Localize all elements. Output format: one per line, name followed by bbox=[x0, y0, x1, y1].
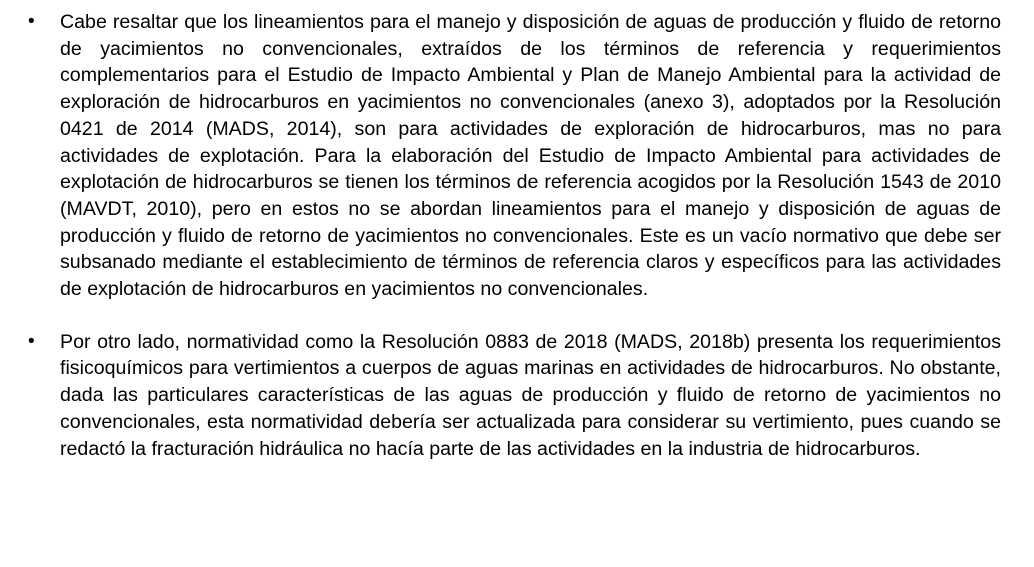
bullet-list bbox=[0, 9, 1034, 462]
bullet-dot-icon: • bbox=[28, 330, 35, 352]
bullet-item-2 bbox=[0, 329, 1034, 463]
bullet-item-1 bbox=[0, 9, 1034, 303]
paragraph-text: Por otro lado, normatividad como la Resolución 0883 de 2018 (MADS, 2018b) presenta los requerimientos fisicoquímicos para vertimientos a cuerpos de aguas marinas en actividades de hidrocarburos. No obstante, dada las particulares características de las aguas de producción y fluido de retorno de yacimientos no convencionales, esta normatividad debería ser actualizada para considerar su vertimiento, pues cuando se redactó la fracturación hidráulica no hacía parte de las actividades en la industria de hidrocarburos. bbox=[60, 330, 1001, 460]
bullet-dot-icon: • bbox=[28, 11, 35, 32]
paragraph-text: Cabe resaltar que los lineamientos para el manejo y disposición de aguas de producción y fluido de retorno de yacimientos no convencionales, extraídos de los términos de referencia y requerimientos complementarios para el Estudio de Impacto Ambiental y Plan de Manejo Ambiental para la actividad de exploración de hidrocarburos en yacimientos no convencionales (anexo 3), adoptados por la Resolución 0421 de 2014 (MADS, 2014), son para actividades de exploración de hidrocarburos, mas no para actividades de explotación. Para la elaboración del Estudio de Impacto Ambiental para actividades de explotación de hidrocarburos se tienen los términos de referencia acogidos por la Resolución 1543 de 2010 (MAVDT, 2010), pero en estos no se abordan lineamientos para el manejo y disposición de aguas de producción y fluido de retorno de yacimientos no convencionales. Este es un vacío normativo que debe ser subsanado mediante el establecimiento de términos de referencia claros y específicos para las actividades de explotación de hidrocarburos en yacimientos no convencionales. bbox=[60, 11, 1001, 301]
